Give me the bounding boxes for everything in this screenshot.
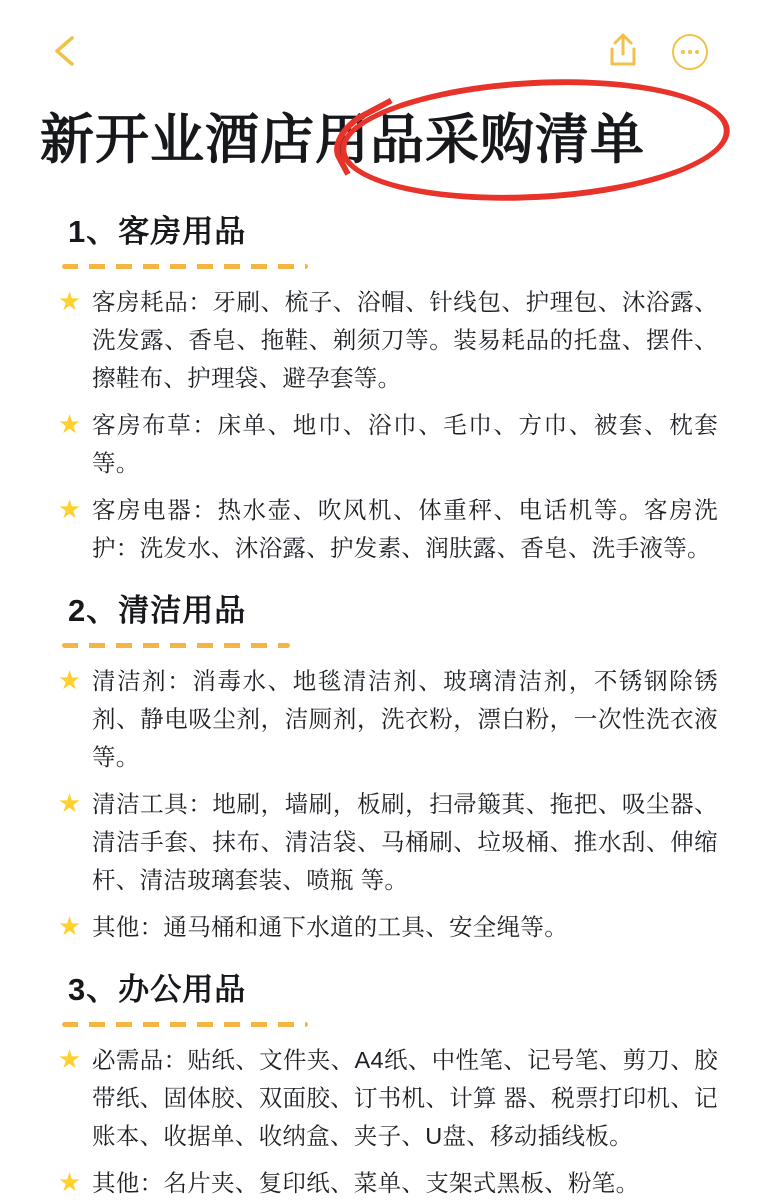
list-item-text: 清洁剂：消毒水、地毯清洁剂、玻璃清洁剂，不锈钢除锈剂、静电吸尘剂，洁厕剂，洗衣粉，漂白粉，一次性洗衣液等。 (92, 668, 718, 770)
list-item (0, 908, 760, 946)
section-heading-label: 1、客房用品 (68, 214, 247, 249)
top-toolbar (0, 0, 760, 88)
star-icon: ★ (57, 1167, 82, 1197)
section-underline (62, 643, 290, 648)
section-heading (62, 585, 252, 636)
section-office-supplies (0, 964, 760, 1202)
section-heading-label: 3、办公用品 (68, 972, 247, 1007)
list-item-text: 客房电器：热水壶、吹风机、体重秤、电话机等。客房洗护：洗发水、沐浴露、护发素、润肤露、香皂、洗手液等。 (92, 497, 718, 561)
list-item (0, 1164, 760, 1202)
share-icon[interactable] (606, 32, 640, 68)
list-item-text: 必需品：贴纸、文件夹、A4纸、中性笔、记号笔、剪刀、胶带纸、固体胶、双面胶、订书机、计算 器、税票打印机、记账本、收据单、收纳盒、夹子、U盘、移动插线板。 (92, 1047, 718, 1149)
list-item (0, 491, 760, 567)
section-heading-label: 2、清洁用品 (68, 593, 247, 628)
list-item-text: 客房布草：床单、地巾、浴巾、毛巾、方巾、被套、枕套等。 (92, 412, 718, 476)
section-items (0, 1041, 760, 1202)
star-icon: ★ (57, 409, 82, 439)
list-item-text: 其他：名片夹、复印纸、菜单、支架式黑板、粉笔。 (92, 1170, 640, 1196)
section-heading (62, 964, 252, 1015)
section-items (0, 283, 760, 567)
star-icon: ★ (57, 494, 82, 524)
more-dots (681, 50, 699, 54)
list-item-text: 客房耗品：牙刷、梳子、浴帽、针线包、护理包、沐浴露、洗发露、香皂、拖鞋、剃须刀等。装易耗品的托盘、摆件、擦鞋布、护理袋、避孕套等。 (92, 289, 718, 391)
list-item-text: 其他：通马桶和通下水道的工具、安全绳等。 (92, 914, 568, 940)
section-underline (62, 1022, 308, 1027)
star-icon: ★ (57, 665, 82, 695)
list-item (0, 406, 760, 482)
star-icon: ★ (57, 286, 82, 316)
star-icon: ★ (57, 911, 82, 941)
star-icon: ★ (57, 1044, 82, 1074)
list-item (0, 785, 760, 899)
section-cleaning-supplies (0, 585, 760, 946)
chevron-left-icon[interactable] (52, 34, 78, 68)
page-title: 新开业酒店用品采购清单 (40, 110, 645, 170)
star-icon: ★ (57, 788, 82, 818)
list-item (0, 1041, 760, 1155)
list-item (0, 283, 760, 397)
more-options-icon[interactable] (672, 34, 708, 70)
list-item (0, 662, 760, 776)
section-room-supplies (0, 206, 760, 567)
section-underline (62, 264, 308, 269)
list-item-text: 清洁工具：地刷，墙刷，板刷，扫帚簸萁、拖把、吸尘器、清洁手套、抹布、清洁袋、马桶刷、垃圾桶、推水刮、伸缩杆、清洁玻璃套装、喷瓶 等。 (92, 791, 718, 893)
section-items (0, 662, 760, 946)
page-title-wrap (0, 92, 760, 188)
section-heading (62, 206, 252, 257)
